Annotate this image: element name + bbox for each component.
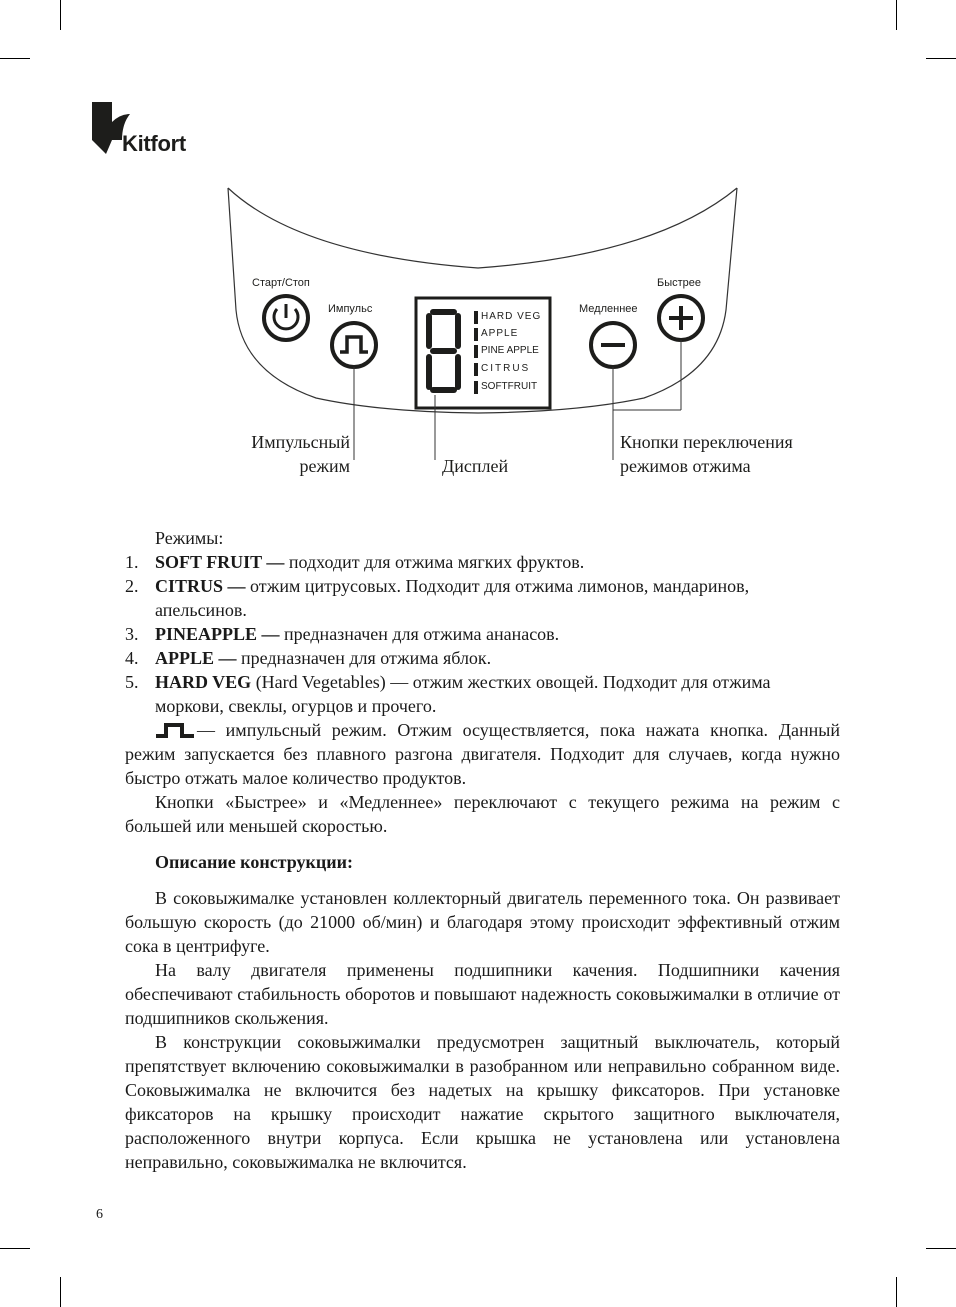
list-item: 5. HARD VEG (Hard Vegetables) — отжим жестких овощей. Подходит для отжима моркови, свеклы, огурцов и прочего. [125, 672, 771, 716]
callout-pulse-line2: режим [299, 456, 350, 476]
pulse-paragraph: — импульсный режим. Отжим осуществляется, пока нажата кнопка. Данный режим запускается без плавного разгона двигателя. Подходит для случаев, когда нужно быстро отжать малое количество продуктов. [125, 720, 840, 788]
control-panel-diagram [0, 0, 956, 520]
callout-buttons-line1: Кнопки переключения [620, 432, 793, 452]
list-item: 3. PINEAPPLE — предназначен для отжима ананасов. [125, 624, 560, 644]
callout-buttons-line2: режимов отжима [620, 456, 751, 476]
display-mode-pineapple: PINE APPLE [481, 345, 539, 356]
callout-mode-buttons [620, 430, 793, 478]
display-mode-citrus: CITRUS [481, 363, 531, 374]
crop-mark [926, 1248, 956, 1249]
slower-label: Медленнее [579, 303, 638, 315]
list-item: 4. APPLE — предназначен для отжима яблок. [125, 648, 492, 668]
display-mode-apple: APPLE [481, 328, 519, 339]
pulse-label: Импульс [328, 303, 373, 315]
callout-pulse-mode [251, 430, 350, 478]
display-mode-hard-veg: HARD VEG [481, 311, 542, 322]
list-item: 2. CITRUS — отжим цитрусовых. Подходит для отжима лимонов, мандаринов, апельсинов. [125, 576, 750, 620]
design-paragraph-2: На валу двигателя применены подшипники качения. Подшипники качения обеспечивают стабильность оборотов и повышают надежность соковыжималки в отличие от подшипников скольжения. [125, 960, 840, 1028]
crop-mark [896, 1277, 897, 1307]
page-number: 6 [96, 1207, 103, 1222]
body-text [125, 526, 840, 1174]
pulse-button[interactable] [332, 323, 376, 367]
modes-title: Режимы: [155, 528, 224, 548]
slower-button[interactable] [591, 323, 635, 367]
faster-label: Быстрее [657, 277, 702, 289]
design-paragraph-3: В конструкции соковыжималки предусмотрен защитный выключатель, который препятствует включению соковыжималки в разобранном или неправильно собранном виде. Соковыжималка не включится без надетых на крышку фиксаторов. При установке фиксаторов на крышку происходит нажатие скрытого защитного выключателя, расположенного внутри корпуса. Если крышка не установлена или установлена неправильно, соковыжималка не включится. [125, 1032, 840, 1172]
mode-indicators [474, 311, 478, 394]
crop-mark [0, 1248, 30, 1249]
faster-button[interactable] [659, 296, 703, 340]
crop-mark [60, 1277, 61, 1307]
list-item: 1. SOFT FRUIT — подходит для отжима мягких фруктов. [125, 552, 585, 572]
pulse-icon [155, 722, 195, 738]
design-paragraph-1: В соковыжималке установлен коллекторный двигатель переменного тока. Он развивает большую скорость (до 21000 об/мин) и благодаря этому происходит эффективный отжим сока в центрифуге. [125, 888, 840, 956]
modes-list [125, 550, 840, 718]
brand-name: Kitfort [122, 131, 186, 156]
seven-segment-digit [426, 309, 461, 393]
callout-pulse-line1: Импульсный [251, 432, 350, 452]
callout-display: Дисплей [442, 456, 509, 476]
speed-paragraph: Кнопки «Быстрее» и «Медленнее» переключают с текущего режима на режим с большей или меньшей скоростью. [125, 792, 840, 836]
start-stop-button[interactable] [264, 296, 308, 340]
design-heading: Описание конструкции: [155, 852, 353, 872]
display-mode-softfruit: SOFTFRUIT [481, 381, 538, 392]
start-stop-label: Старт/Стоп [252, 277, 310, 289]
